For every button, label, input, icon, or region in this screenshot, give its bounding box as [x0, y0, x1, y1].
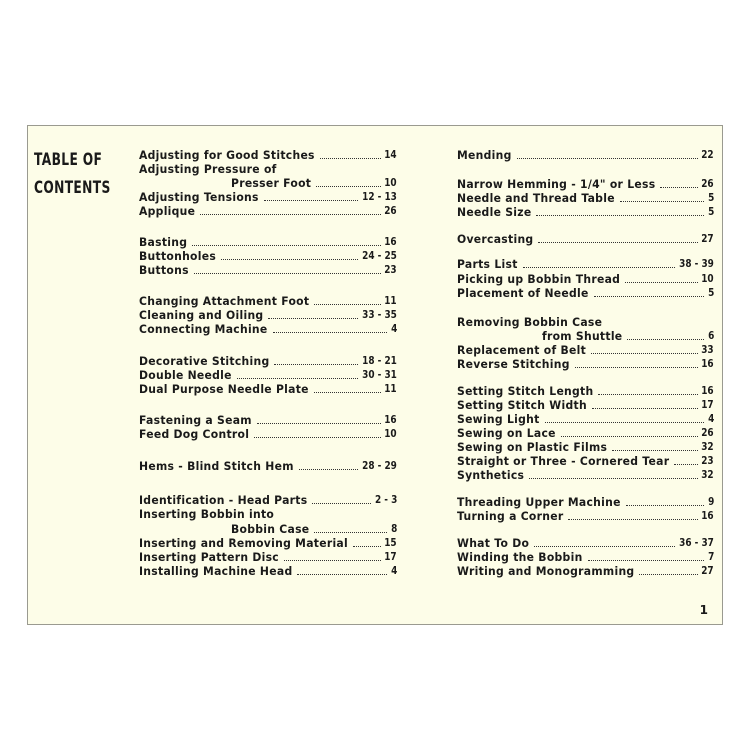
toc-entry: [457, 257, 714, 271]
toc-entry-label: Buttons: [139, 263, 189, 277]
toc-entry-page: 10: [384, 428, 397, 440]
toc-entry: [457, 205, 714, 219]
toc-entry-page: 4: [390, 323, 397, 335]
toc-entry-label: Threading Upper Machine: [457, 495, 621, 509]
toc-entry-label: Basting: [139, 235, 188, 249]
toc-entry: [457, 536, 714, 550]
dot-leader: [200, 214, 380, 215]
toc-entry-page: 33: [701, 344, 714, 356]
toc-entry-label: Mending: [457, 148, 512, 162]
toc-entry-label: Placement of Needle: [457, 286, 589, 300]
toc-entry-page: 26: [384, 205, 397, 217]
toc-entry-label: Synthetics: [457, 468, 525, 482]
toc-entry: [457, 454, 714, 468]
toc-entry: [457, 509, 714, 523]
toc-entry: [457, 384, 714, 398]
toc-entry: [457, 286, 714, 300]
toc-entry-page: 26: [701, 427, 714, 439]
toc-entry-label: Adjusting Tensions: [139, 190, 259, 204]
toc-entry-page: 10: [701, 273, 714, 285]
toc-entry-label: Writing and Monogramming: [457, 564, 635, 578]
toc-entry-page: 38 - 39: [679, 258, 714, 270]
toc-entry-page: 4: [390, 565, 397, 577]
toc-entry: [139, 507, 397, 521]
toc-entry-label: Hems - Blind Stitch Hem: [139, 459, 294, 473]
toc-entry-label: Inserting and Removing Material: [139, 536, 349, 550]
dot-leader: [194, 273, 381, 274]
toc-entry: [139, 235, 397, 249]
toc-entry-page: 16: [384, 236, 397, 248]
toc-entry: [139, 459, 397, 473]
dot-leader: [268, 318, 358, 319]
toc-entry-label: Setting Stitch Width: [457, 398, 587, 412]
toc-entry: [139, 308, 397, 322]
toc-entry: [139, 294, 397, 308]
toc-entry: [139, 493, 397, 507]
dot-leader: [257, 423, 381, 424]
toc-entry-label: Replacement of Belt: [457, 343, 587, 357]
toc-entry-page: 2 - 3: [374, 494, 397, 506]
toc-entry-label: Connecting Machine: [139, 322, 268, 336]
toc-entry: [457, 148, 714, 162]
toc-entry: [457, 232, 714, 246]
toc-entry-label: from Shuttle: [542, 329, 623, 343]
dot-leader: [575, 367, 698, 368]
toc-entry-page: 27: [701, 565, 714, 577]
toc-entry: [139, 354, 397, 368]
toc-entry-label: Parts List: [457, 257, 518, 271]
dot-leader: [534, 546, 675, 547]
toc-entry-page: 5: [707, 206, 714, 218]
dot-leader: [594, 296, 704, 297]
dot-leader: [284, 560, 381, 561]
toc-entry-page: 24 - 25: [362, 250, 397, 262]
dot-leader: [312, 503, 370, 504]
dot-leader: [639, 574, 697, 575]
toc-entry-page: 36 - 37: [679, 537, 714, 549]
toc-entry-label: Identification - Head Parts: [139, 493, 308, 507]
dot-leader: [517, 158, 698, 159]
dot-leader: [660, 187, 697, 188]
toc-entry-page: 17: [384, 551, 397, 563]
toc-entry-page: 28 - 29: [362, 460, 397, 472]
dot-leader: [314, 392, 381, 393]
title-line-1: TABLE OF: [34, 150, 103, 170]
dot-leader: [612, 450, 697, 451]
toc-entry-label: Inserting Bobbin into: [139, 507, 275, 521]
dot-leader: [221, 259, 358, 260]
toc-entry-label: Reverse Stitching: [457, 357, 570, 371]
toc-entry: [542, 329, 714, 343]
toc-entry: [139, 162, 397, 176]
dot-leader: [536, 215, 703, 216]
toc-entry-page: 11: [384, 383, 397, 395]
toc-entry-page: 8: [390, 523, 397, 535]
toc-entry-label: Changing Attachment Foot: [139, 294, 310, 308]
toc-entry-label: Sewing Light: [457, 412, 540, 426]
toc-title: [34, 146, 111, 202]
dot-leader: [561, 436, 698, 437]
dot-leader: [625, 282, 697, 283]
dot-leader: [192, 245, 380, 246]
toc-entry-page: 14: [384, 149, 397, 161]
toc-entry-page: 32: [701, 441, 714, 453]
dot-leader: [523, 267, 676, 268]
toc-entry-label: Setting Stitch Length: [457, 384, 594, 398]
dot-leader: [320, 158, 381, 159]
toc-entry: [457, 343, 714, 357]
toc-entry-label: Winding the Bobbin: [457, 550, 583, 564]
toc-entry-label: Inserting Pattern Disc: [139, 550, 280, 564]
title-line-2: CONTENTS: [34, 178, 111, 198]
toc-entry-label: Double Needle: [139, 368, 232, 382]
dot-leader: [237, 378, 358, 379]
toc-entry: [457, 191, 714, 205]
toc-entry: [457, 495, 714, 509]
dot-leader: [254, 437, 380, 438]
toc-entry-label: Buttonholes: [139, 249, 217, 263]
toc-entry: [457, 468, 714, 482]
toc-entry-label: Removing Bobbin Case: [457, 315, 603, 329]
toc-entry-label: Adjusting Pressure of: [139, 162, 277, 176]
toc-entry-page: 26: [701, 178, 714, 190]
dot-leader: [588, 560, 704, 561]
toc-entry: [457, 412, 714, 426]
toc-entry: [457, 564, 714, 578]
toc-entry-page: 33 - 35: [362, 309, 397, 321]
toc-entry-page: 18 - 21: [362, 355, 397, 367]
toc-entry-label: Bobbin Case: [231, 522, 310, 536]
toc-entry: [139, 413, 397, 427]
dot-leader: [591, 353, 698, 354]
toc-entry-page: 16: [701, 385, 714, 397]
toc-entry-page: 6: [707, 330, 714, 342]
page-number: 1: [699, 603, 708, 617]
dot-leader: [297, 574, 386, 575]
toc-entry-label: Overcasting: [457, 232, 534, 246]
toc-entry: [457, 440, 714, 454]
toc-entry-page: 16: [384, 414, 397, 426]
toc-entry-label: Narrow Hemming - 1/4" or Less: [457, 177, 656, 191]
toc-entry: [457, 177, 714, 191]
dot-leader: [273, 332, 387, 333]
toc-entry-page: 30 - 31: [362, 369, 397, 381]
dot-leader: [299, 469, 358, 470]
dot-leader: [264, 200, 358, 201]
toc-entry-page: 5: [707, 287, 714, 299]
toc-entry-page: 5: [707, 192, 714, 204]
toc-entry-page: 17: [701, 399, 714, 411]
toc-entry-label: Feed Dog Control: [139, 427, 250, 441]
dot-leader: [568, 519, 697, 520]
dot-leader: [353, 546, 381, 547]
toc-entry: [457, 550, 714, 564]
toc-entry-page: 4: [707, 413, 714, 425]
dot-leader: [274, 364, 358, 365]
toc-entry-label: Presser Foot: [231, 176, 312, 190]
toc-entry-page: 12 - 13: [362, 191, 397, 203]
dot-leader: [626, 505, 704, 506]
toc-entry-page: 16: [701, 510, 714, 522]
dot-leader: [529, 478, 697, 479]
dot-leader: [538, 242, 697, 243]
toc-entry: [139, 550, 397, 564]
toc-entry-page: 22: [701, 149, 714, 161]
toc-entry-label: Fastening a Seam: [139, 413, 252, 427]
toc-entry: [457, 272, 714, 286]
toc-entry-label: Turning a Corner: [457, 509, 564, 523]
toc-entry-label: Needle and Thread Table: [457, 191, 615, 205]
toc-entry-label: Needle Size: [457, 205, 532, 219]
dot-leader: [620, 201, 704, 202]
toc-entry: [139, 368, 397, 382]
dot-leader: [314, 304, 380, 305]
toc-entry: [139, 204, 397, 218]
dot-leader: [316, 186, 380, 187]
dot-leader: [592, 408, 698, 409]
toc-entry: [457, 315, 714, 329]
toc-entry-label: Cleaning and Oiling: [139, 308, 264, 322]
toc-entry: [457, 398, 714, 412]
dot-leader: [545, 422, 704, 423]
toc-entry-label: What To Do: [457, 536, 530, 550]
toc-entry-label: Installing Machine Head: [139, 564, 293, 578]
toc-entry-page: 23: [701, 455, 714, 467]
toc-entry-label: Applique: [139, 204, 196, 218]
toc-entry: [139, 382, 397, 396]
toc-entry-page: 23: [384, 264, 397, 276]
toc-entry: [139, 564, 397, 578]
toc-entry-label: Adjusting for Good Stitches: [139, 148, 315, 162]
toc-entry-page: 9: [707, 496, 714, 508]
dot-leader: [314, 532, 386, 533]
toc-entry-label: Dual Purpose Needle Plate: [139, 382, 309, 396]
toc-entry: [457, 357, 714, 371]
toc-entry: [139, 536, 397, 550]
dot-leader: [627, 339, 703, 340]
toc-entry: [231, 522, 397, 536]
toc-entry: [139, 249, 397, 263]
manual-page: [27, 125, 723, 625]
toc-entry: [231, 176, 397, 190]
toc-entry-page: 32: [701, 469, 714, 481]
toc-entry-page: 16: [701, 358, 714, 370]
toc-entry-label: Sewing on Lace: [457, 426, 556, 440]
toc-entry-label: Decorative Stitching: [139, 354, 270, 368]
toc-entry: [457, 426, 714, 440]
toc-entry: [139, 148, 397, 162]
toc-entry-label: Sewing on Plastic Films: [457, 440, 608, 454]
toc-entry: [139, 190, 397, 204]
toc-entry-page: 27: [701, 233, 714, 245]
toc-entry-page: 7: [707, 551, 714, 563]
toc-entry-label: Picking up Bobbin Thread: [457, 272, 621, 286]
toc-entry-label: Straight or Three - Cornered Tear: [457, 454, 670, 468]
toc-entry-page: 15: [384, 537, 397, 549]
toc-entry-page: 11: [384, 295, 397, 307]
toc-entry: [139, 427, 397, 441]
toc-entry: [139, 263, 397, 277]
toc-entry: [139, 322, 397, 336]
toc-entry-page: 10: [384, 177, 397, 189]
dot-leader: [674, 464, 697, 465]
dot-leader: [598, 394, 697, 395]
